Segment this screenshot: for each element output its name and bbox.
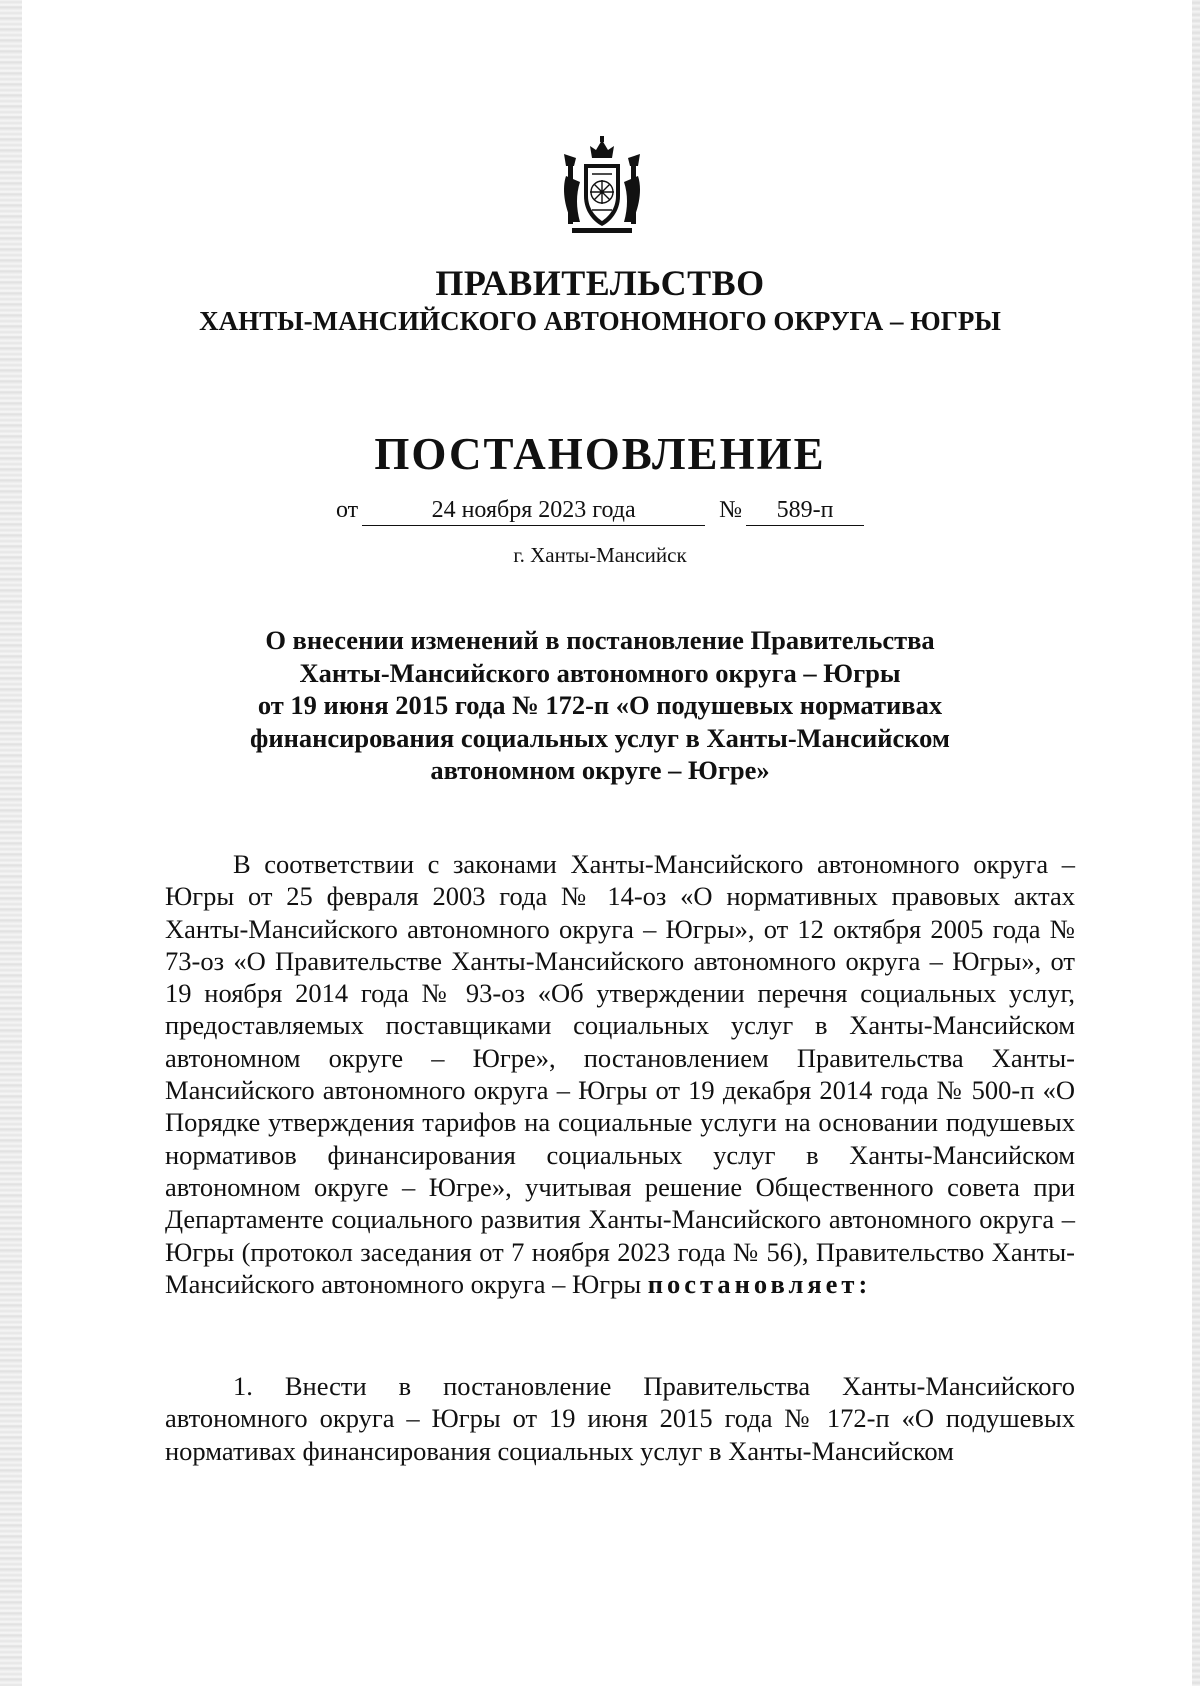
government-title: ПРАВИТЕЛЬСТВО [435,263,765,303]
scan-edge-right [1192,0,1200,1686]
subject-line: автономном округе – Югре» [430,755,770,785]
subject-line: Ханты-Мансийского автономного округа – Югры [299,657,901,688]
subject-line: О внесении изменений в постановление Правительства [265,625,935,655]
number-label: № [719,497,743,523]
document-number: 589-п [746,497,864,526]
subject-line: от 19 июня 2015 года № 172-п «О подушевых нормативах [257,690,943,720]
date-label: от [335,497,359,523]
preamble-paragraph [165,848,1075,1300]
city: г. Ханты-Мансийск [513,543,687,567]
preamble-text: В соответствии с законами Ханты-Мансийского автономного округа – Югры от 25 февраля 2003 года № 14-оз «О нормативных правовых актах Ханты-Мансийского автономного округа – Югры», от 12 октября 2005 года № 73-оз «О Правительстве Ханты-Мансийского автономного округа – Югры», от 19 ноября 2014 года № 93-оз «Об утверждении перечня социальных услуг, предоставляемых поставщиками социальных услуг в Ханты-Мансийском автономном округе – Югре», постановлением Правительства Ханты-Мансийского автономного округа – Югры от 19 декабря 2014 года № 500-п «О Порядке утверждения тарифов на социальные услуги на основании подушевых нормативов финансирования социальных услуг в Ханты-Мансийском автономном округе – Югре», учитывая решение Общественного совета при Департаменте социального развития Ханты-Мансийского автономного округа – Югры (протокол заседания от 7 ноября 2023 года № 56), Правительство Ханты-Мансийского автономного округа – Югры [165,849,1075,1299]
region-title: ХАНТЫ-МАНСИЙСКОГО АВТОНОМНОГО ОКРУГА – ЮГРЫ [199,306,1001,336]
document-type: ПОСТАНОВЛЕНИЕ [374,429,826,479]
date-number-line [0,497,1200,526]
subject-line: финансирования социальных услуг в Ханты-Мансийском [250,722,950,753]
document-date: 24 ноября 2023 года [362,497,705,526]
scan-edge-left [0,0,22,1686]
resolves-emphasis: постановляет: [647,1268,872,1299]
clause-1-paragraph: 1. Внести в постановление Правительства Ханты-Мансийского автономного округа – Югры от 19 июня 2015 года № 172-п «О подушевых нормативах финансирования социальных услуг в Ханты-Мансийском [165,1371,1075,1466]
coat-of-arms-icon [562,136,642,236]
document-subject [200,624,1000,787]
